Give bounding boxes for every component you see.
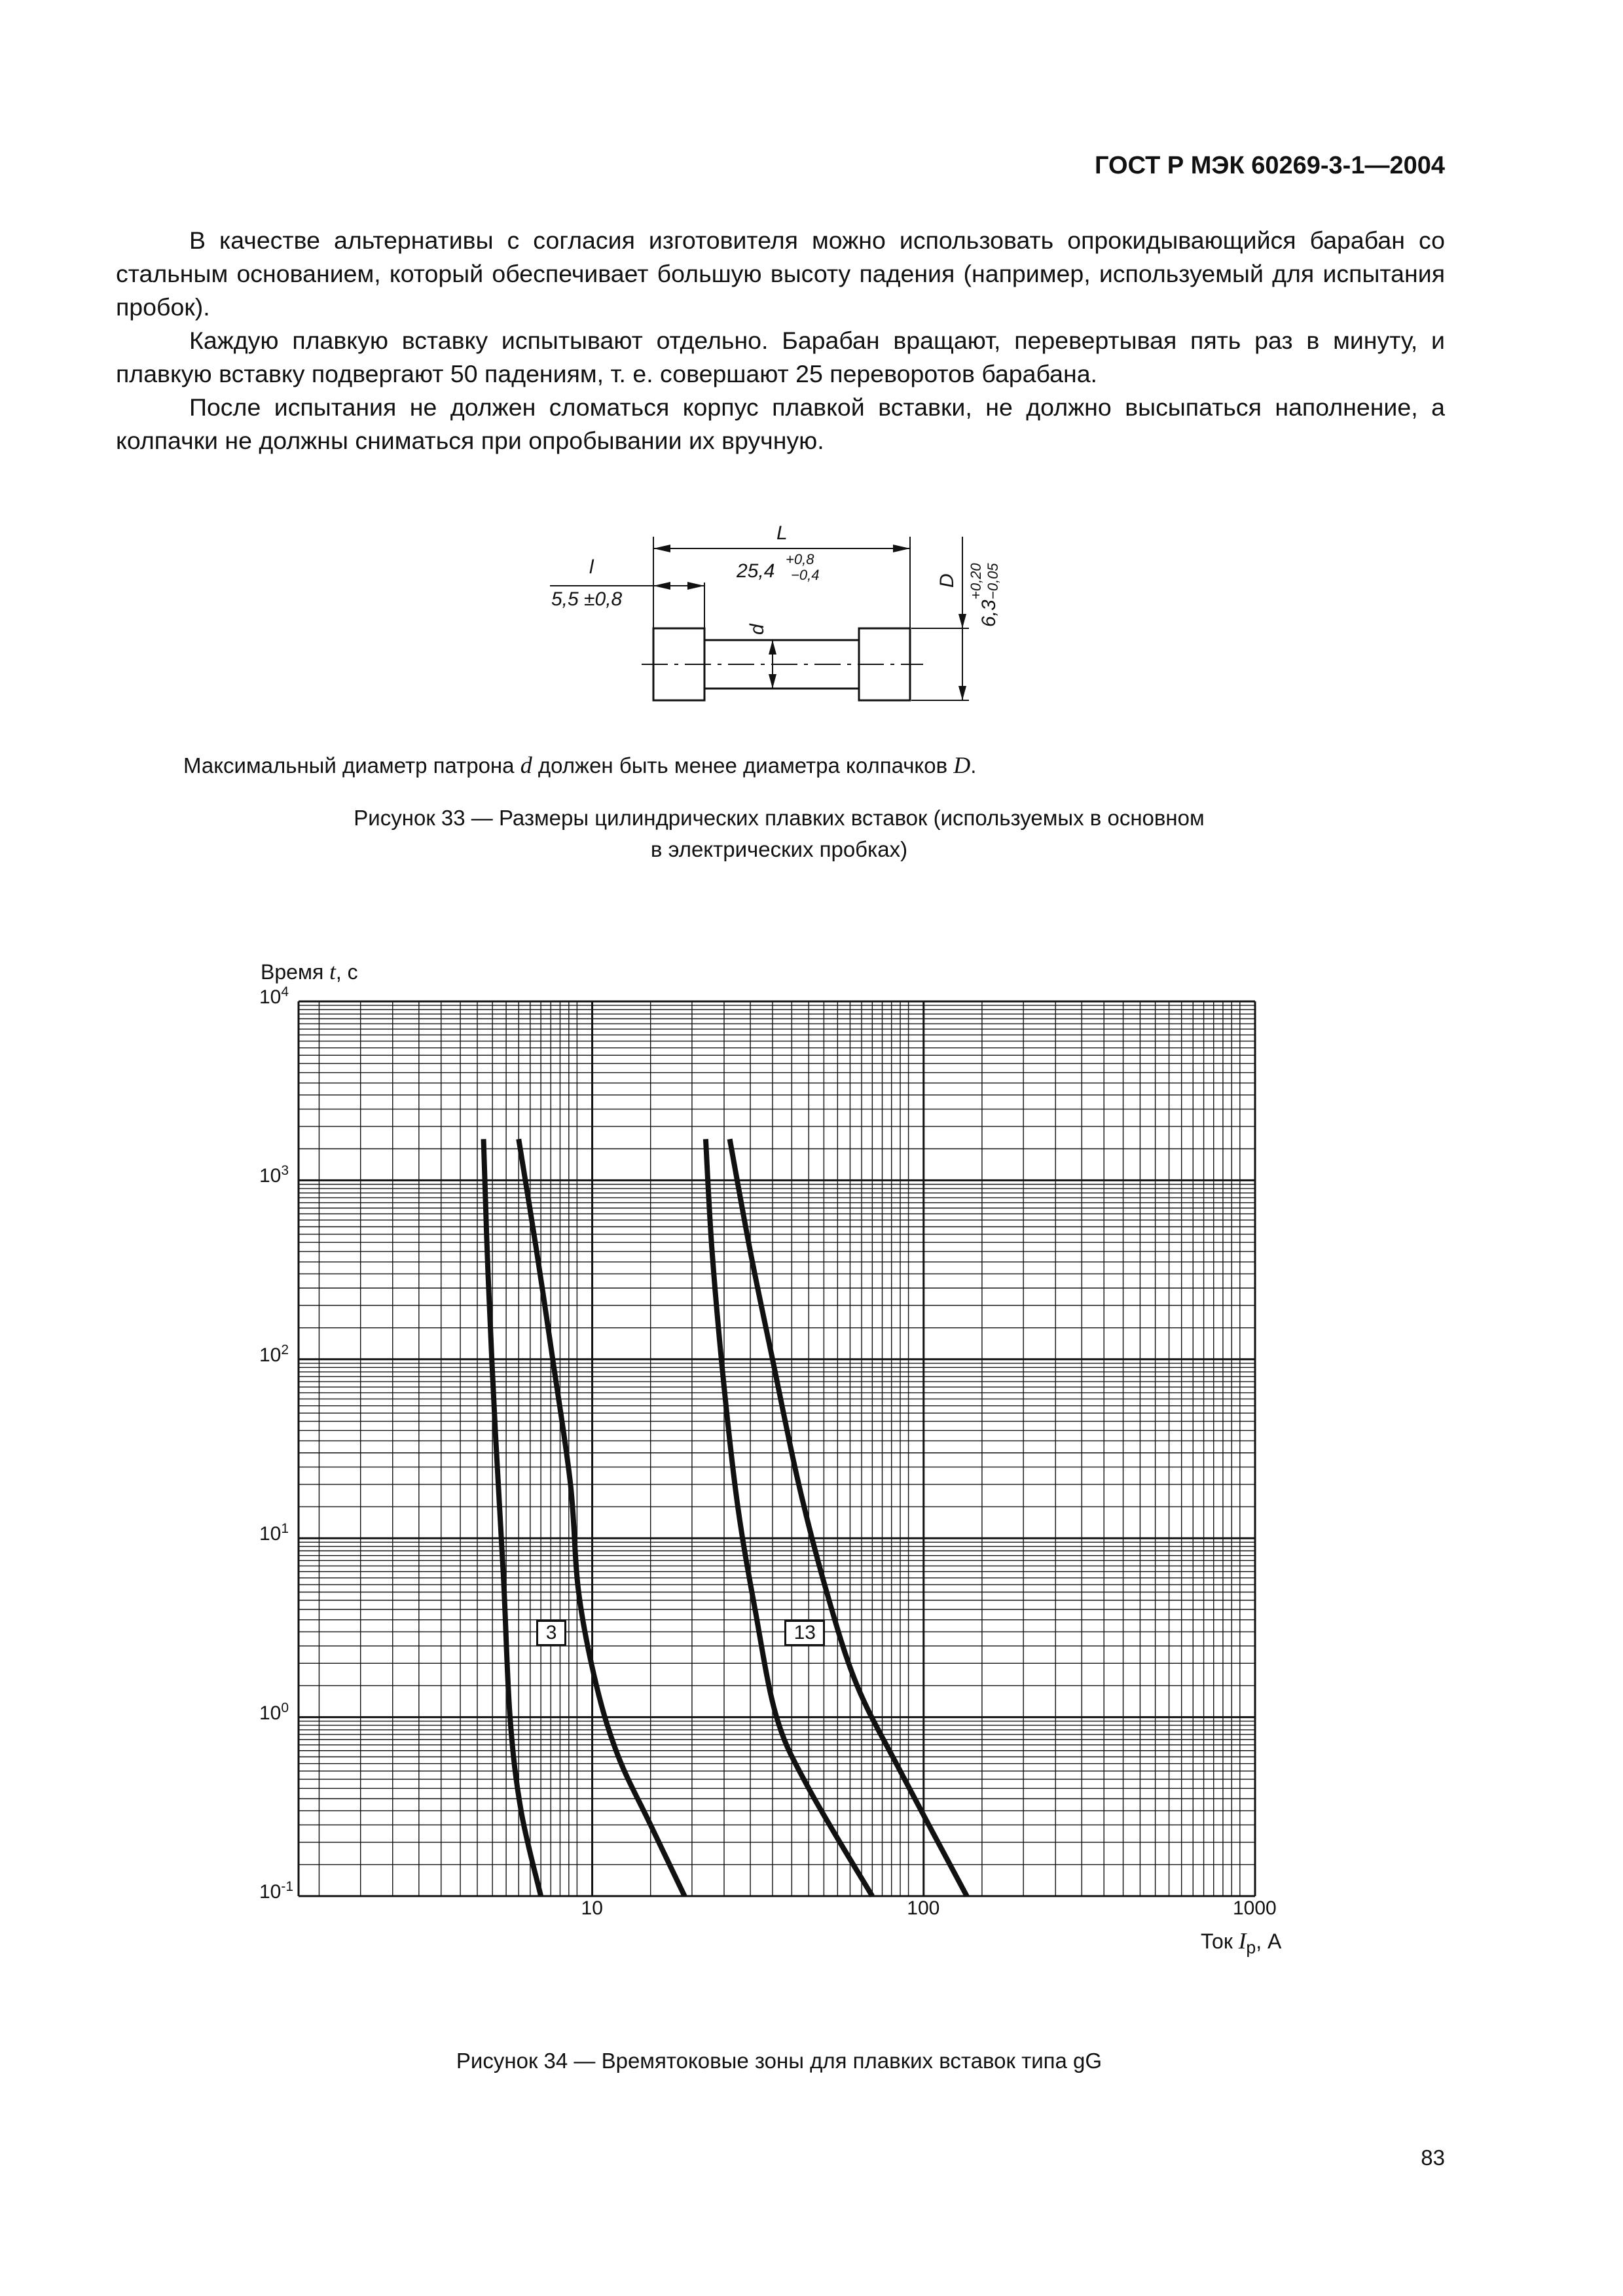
x-tick-label: 1000 (1233, 1897, 1277, 1919)
dim-L-tol-upper: +0,8 (786, 551, 814, 567)
dim-l-value: 5,5 ±0,8 (551, 588, 623, 610)
curve-13-upper (730, 1139, 967, 1896)
y-axis-title: Время t, с (261, 959, 358, 984)
page-number: 83 (1421, 2145, 1445, 2170)
y-tick-label: $10^3$ (259, 1163, 289, 1187)
note-D-symbol: D (953, 752, 971, 778)
figure33-caption: Рисунок 33 — Размеры цилиндрических плавких вставок (используемых в основном в электрических пробках) (354, 806, 1205, 861)
y-tick-label: $10^1$ (259, 1521, 289, 1545)
dim-l-symbol: l (589, 556, 594, 578)
fuse-dimension-drawing (511, 511, 1034, 720)
figure33-note: Максимальный диаметр патрона d должен быть менее диаметра колпачков D. (183, 752, 977, 778)
x-tick-label: 10 (581, 1897, 603, 1919)
dim-D-value: 6,3 (978, 600, 1000, 627)
curve-3-upper (519, 1139, 684, 1896)
note-d-symbol: d (520, 752, 532, 778)
y-tick-label: $10^0$ (259, 1700, 289, 1724)
paragraph-3: После испытания не должен сломаться корпус плавкой вставки, не должно высыпаться наполнение, а колпачки не должны сниматься при опробывании их вручную. (116, 393, 1445, 454)
document-header: ГОСТ Р МЭК 60269-3-1—2004 (1095, 152, 1445, 179)
figure34-caption: Рисунок 34 — Времятоковые зоны для плавких вставок типа gG (456, 2049, 1103, 2073)
y-tick-label: $10^{-1}$ (259, 1879, 294, 1903)
paragraph-1: В качестве альтернативы с согласия изготовителя можно использовать опрокидывающийся барабан со стальным основанием, который обеспечивает большую высоту падения (например, используемый для испытания пробок). (116, 226, 1445, 321)
curve-13-lower (706, 1139, 872, 1896)
dim-D-tol-lower: −0,05 (985, 563, 1001, 600)
paragraph-2: Каждую плавкую вставку испытывают отдельно. Барабан вращают, перевертывая пять раз в минуту, и плавкую вставку подвергают 50 падениям, т. е. совершают 25 переворотов барабана. (116, 327, 1445, 387)
chart-curves (484, 1139, 967, 1896)
x-tick-label: 100 (907, 1897, 940, 1919)
dim-d-symbol: d (746, 624, 768, 635)
curve-3-lower (484, 1139, 541, 1896)
y-tick-label: $10^4$ (259, 984, 289, 1008)
x-axis-title: Ток $I_p$, А (1201, 1928, 1282, 1958)
dim-D-symbol: D (936, 573, 958, 588)
curve-label-13: 13 (784, 1620, 825, 1646)
dim-L-symbol: L (776, 522, 788, 544)
dim-L-tol-lower: −0,4 (791, 567, 820, 583)
chart-grid-major (299, 1001, 1255, 1896)
dim-D-tol-upper: +0,20 (968, 563, 984, 600)
curve-label-3: 3 (536, 1620, 566, 1646)
chart-grid-minor (299, 1001, 1255, 1896)
body-text (116, 224, 1445, 457)
y-tick-label: $10^2$ (259, 1342, 289, 1366)
dim-L-value: 25,4 (737, 560, 775, 582)
